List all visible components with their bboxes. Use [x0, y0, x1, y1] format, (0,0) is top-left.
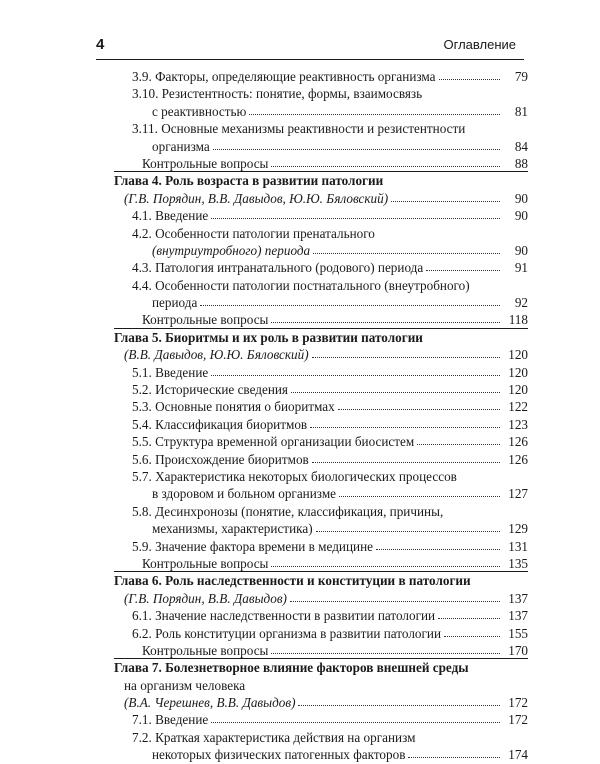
page-ref: 174 — [508, 747, 528, 763]
dot-leader — [291, 392, 500, 393]
entry-title: некоторых физических патогенных факторов — [152, 747, 406, 763]
chapter-authors: (В.В. Давыдов, Ю.Ю. Бяловский) — [124, 347, 309, 363]
entry-title: периода — [152, 295, 198, 311]
chapter-authors: (внутриутробного) периода — [152, 242, 311, 258]
entry-title: Введение — [155, 712, 209, 728]
entry-text — [152, 103, 246, 120]
page-ref: 129 — [508, 521, 528, 537]
section-title — [132, 277, 470, 294]
page-ref: 84 — [514, 138, 528, 154]
section-title — [132, 468, 457, 485]
section-title — [132, 398, 335, 415]
entry-title: Структура временной организации биосистем — [155, 434, 415, 450]
chapter-title — [114, 329, 423, 346]
dot-leader — [213, 149, 500, 150]
entry-text — [124, 677, 245, 694]
entry-title: Краткая характеристика действия на организм — [155, 729, 416, 745]
dot-leader — [313, 253, 500, 254]
toc-entry — [114, 625, 528, 642]
toc-entry — [114, 451, 528, 468]
toc-entry — [114, 398, 528, 415]
section-number: 5.8. — [132, 503, 152, 519]
page-ref: 120 — [508, 364, 528, 380]
dot-leader — [211, 218, 500, 219]
section-title — [132, 625, 441, 642]
page-ref: 172 — [508, 695, 528, 711]
section-number: 4.2. — [132, 225, 152, 241]
toc-entry — [114, 329, 528, 346]
page-ref: 126 — [508, 451, 528, 467]
page-ref: 137 — [508, 608, 528, 624]
page-ref: 118 — [508, 312, 528, 328]
page-ref: 123 — [508, 416, 528, 432]
dot-leader — [271, 166, 500, 167]
dot-leader — [438, 618, 500, 619]
dot-leader — [339, 496, 500, 497]
dot-leader — [312, 462, 500, 463]
page-ref: 170 — [508, 642, 528, 658]
toc-entry — [114, 172, 528, 189]
toc-entry — [114, 694, 528, 711]
toc-entry — [114, 433, 528, 450]
page-ref: 137 — [508, 590, 528, 606]
toc-entry — [114, 711, 528, 728]
section-number: 5.7. — [132, 468, 152, 484]
chapter-separator — [114, 658, 528, 659]
page-ref: 120 — [508, 347, 528, 363]
entry-title: Роль возраста в развитии патологии — [165, 173, 384, 189]
section-number: 5.9. — [132, 538, 152, 554]
toc-entry — [114, 364, 528, 381]
entry-title: Роль наследственности и конституции в патологии — [165, 573, 471, 589]
entry-title: Роль конституции организма в развитии патологии — [155, 625, 442, 641]
section-number: 5.4. — [132, 416, 152, 432]
dot-leader — [271, 322, 500, 323]
section-title — [132, 68, 436, 85]
page-ref: 90 — [514, 190, 528, 206]
toc-entry — [114, 607, 528, 624]
dot-leader — [417, 444, 500, 445]
chapter-number: Глава 7. — [114, 660, 162, 676]
entry-text — [142, 555, 268, 572]
chapter-title — [114, 659, 469, 676]
entry-text — [124, 694, 295, 711]
entry-title: Факторы, определяющие реактивность организма — [155, 69, 436, 84]
page-ref: 92 — [514, 295, 528, 311]
section-title — [132, 607, 435, 624]
entry-title: в здоровом и больном организме — [152, 486, 337, 502]
toc-entry — [114, 659, 528, 676]
entry-title: Контрольные вопросы — [142, 155, 269, 171]
entry-title: Значение фактора времени в медицине — [155, 538, 373, 554]
entry-text — [142, 642, 268, 659]
entry-title: Болезнетворное влияние факторов внешней среды — [165, 660, 469, 676]
entry-text — [124, 190, 388, 207]
entry-title: Происхождение биоритмов — [155, 451, 309, 467]
dot-leader — [376, 549, 500, 550]
section-number: 6.1. — [132, 608, 152, 624]
entry-title: Введение — [155, 208, 209, 224]
toc-entry — [114, 242, 528, 259]
section-title — [132, 503, 443, 520]
section-title — [132, 711, 208, 728]
dot-leader — [290, 601, 500, 602]
entry-title: Характеристика некоторых биологических процессов — [155, 468, 457, 484]
dot-leader — [298, 705, 500, 706]
section-title — [132, 120, 465, 137]
chapter-number: Глава 5. — [114, 329, 162, 345]
entry-text — [152, 242, 310, 259]
dot-leader — [444, 636, 500, 637]
page-ref: 91 — [514, 260, 528, 276]
chapter-separator — [114, 171, 528, 172]
section-number: 5.2. — [132, 382, 152, 398]
chapter-number: Глава 6. — [114, 573, 162, 589]
toc-entry — [114, 103, 528, 120]
toc-entry — [114, 138, 528, 155]
entry-title: организма — [152, 138, 210, 154]
section-number: 3.9. — [132, 69, 152, 84]
page-ref: 122 — [508, 399, 528, 415]
entry-title: Классификация биоритмов — [155, 416, 308, 432]
section-title — [132, 433, 414, 450]
entry-text — [142, 155, 268, 172]
entry-title: Биоритмы и их роль в развитии патологии — [165, 329, 423, 345]
toc-entry — [114, 746, 528, 763]
toc-entry — [114, 485, 528, 502]
toc-entry — [114, 346, 528, 363]
entry-title: Контрольные вопросы — [142, 312, 269, 328]
page-header — [96, 36, 516, 56]
entry-text — [152, 520, 313, 537]
chapter-authors: (Г.В. Порядин, В.В. Давыдов) — [124, 590, 287, 606]
dot-leader — [271, 653, 500, 654]
toc-entry — [114, 120, 528, 137]
dot-leader — [211, 722, 500, 723]
toc-entry — [114, 207, 528, 224]
entry-text — [152, 485, 336, 502]
dot-leader — [338, 409, 500, 410]
chapter-title — [114, 172, 383, 189]
section-title — [132, 364, 208, 381]
entry-title: Контрольные вопросы — [142, 555, 269, 571]
page-ref: 120 — [508, 382, 528, 398]
toc-entry — [114, 416, 528, 433]
page-number: 4 — [96, 36, 105, 53]
chapter-authors: (В.А. Черешнев, В.В. Давыдов) — [124, 695, 296, 711]
entry-title: Особенности патологии постнатального (внеутробного) — [155, 277, 470, 293]
section-title — [132, 85, 422, 102]
toc-entry — [114, 468, 528, 485]
dot-leader — [249, 114, 500, 115]
entry-text — [142, 311, 268, 328]
entry-title: Значение наследственности в развитии патологии — [155, 608, 436, 624]
dot-leader — [312, 357, 500, 358]
section-title — [132, 207, 208, 224]
toc-entry — [114, 590, 528, 607]
entry-title: механизмы, характеристика) — [152, 521, 313, 537]
section-number: 5.1. — [132, 364, 152, 380]
section-title — [132, 538, 373, 555]
section-number: 7.1. — [132, 712, 152, 728]
section-number: 4.3. — [132, 260, 152, 276]
section-title — [132, 381, 288, 398]
page-ref: 90 — [514, 242, 528, 258]
section-number: 5.5. — [132, 434, 152, 450]
toc-entry — [114, 311, 528, 328]
toc-entry — [114, 381, 528, 398]
dot-leader — [439, 79, 500, 80]
entry-title: Резистентность: понятие, формы, взаимосвязь — [161, 86, 423, 102]
section-title — [132, 729, 415, 746]
page-ref: 131 — [508, 538, 528, 554]
dot-leader — [310, 427, 500, 428]
section-title — [132, 259, 423, 276]
entry-title: Особенности патологии пренатального — [155, 225, 375, 241]
section-number: 3.10. — [132, 86, 159, 102]
toc-entry — [114, 85, 528, 102]
entry-title: Исторические сведения — [155, 382, 288, 398]
toc-entry — [114, 729, 528, 746]
section-number: 4.1. — [132, 208, 152, 224]
entry-text — [124, 590, 287, 607]
running-title: Оглавление — [443, 37, 516, 52]
toc-entry — [114, 642, 528, 659]
entry-text — [152, 138, 210, 155]
page-ref: 79 — [514, 69, 528, 84]
page-ref: 88 — [514, 155, 528, 171]
entry-title: на организм человека — [124, 677, 246, 693]
page-ref: 127 — [508, 486, 528, 502]
toc-entry — [114, 294, 528, 311]
chapter-number: Глава 4. — [114, 173, 162, 189]
chapter-title — [114, 572, 471, 589]
dot-leader — [316, 531, 500, 532]
dot-leader — [391, 201, 500, 202]
section-title — [132, 225, 375, 242]
section-number: 3.11. — [132, 121, 158, 137]
dot-leader — [408, 757, 500, 758]
page-ref: 135 — [508, 555, 528, 571]
dot-leader — [200, 305, 500, 306]
section-title — [132, 451, 309, 468]
toc-entry — [114, 155, 528, 172]
page-ref: 155 — [508, 625, 528, 641]
entry-title: Патология интранатального (родового) периода — [155, 260, 424, 276]
dot-leader — [271, 566, 500, 567]
table-of-contents — [114, 68, 528, 764]
toc-entry — [114, 259, 528, 276]
entry-title: с реактивностью — [152, 103, 247, 119]
page-ref: 81 — [514, 103, 528, 119]
page-ref: 172 — [508, 712, 528, 728]
chapter-separator — [114, 571, 528, 572]
page-ref: 126 — [508, 434, 528, 450]
toc-entry — [114, 503, 528, 520]
toc-entry — [114, 520, 528, 537]
section-number: 5.6. — [132, 451, 152, 467]
entry-title: Десинхронозы (понятие, классификация, причины, — [155, 503, 444, 519]
header-rule — [96, 59, 524, 60]
page-ref: 90 — [514, 208, 528, 224]
entry-title: Контрольные вопросы — [142, 642, 269, 658]
toc-entry — [114, 572, 528, 589]
dot-leader — [426, 270, 500, 271]
entry-text — [124, 346, 309, 363]
section-number: 4.4. — [132, 277, 152, 293]
section-number: 6.2. — [132, 625, 152, 641]
section-number: 7.2. — [132, 729, 152, 745]
section-number: 5.3. — [132, 399, 152, 415]
toc-entry — [114, 677, 528, 694]
toc-entry — [114, 190, 528, 207]
chapter-authors: (Г.В. Порядин, В.В. Давыдов, Ю.Ю. Бяловский) — [124, 190, 389, 206]
toc-entry — [114, 538, 528, 555]
entry-title: Основные механизмы реактивности и резистентности — [161, 121, 466, 137]
entry-text — [152, 294, 197, 311]
entry-title: Основные понятия о биоритмах — [155, 399, 335, 415]
entry-text — [152, 746, 405, 763]
toc-entry — [114, 277, 528, 294]
chapter-separator — [114, 328, 528, 329]
toc-entry — [114, 68, 528, 85]
dot-leader — [211, 375, 500, 376]
section-title — [132, 416, 307, 433]
entry-title: Введение — [155, 364, 209, 380]
toc-entry — [114, 225, 528, 242]
toc-entry — [114, 555, 528, 572]
